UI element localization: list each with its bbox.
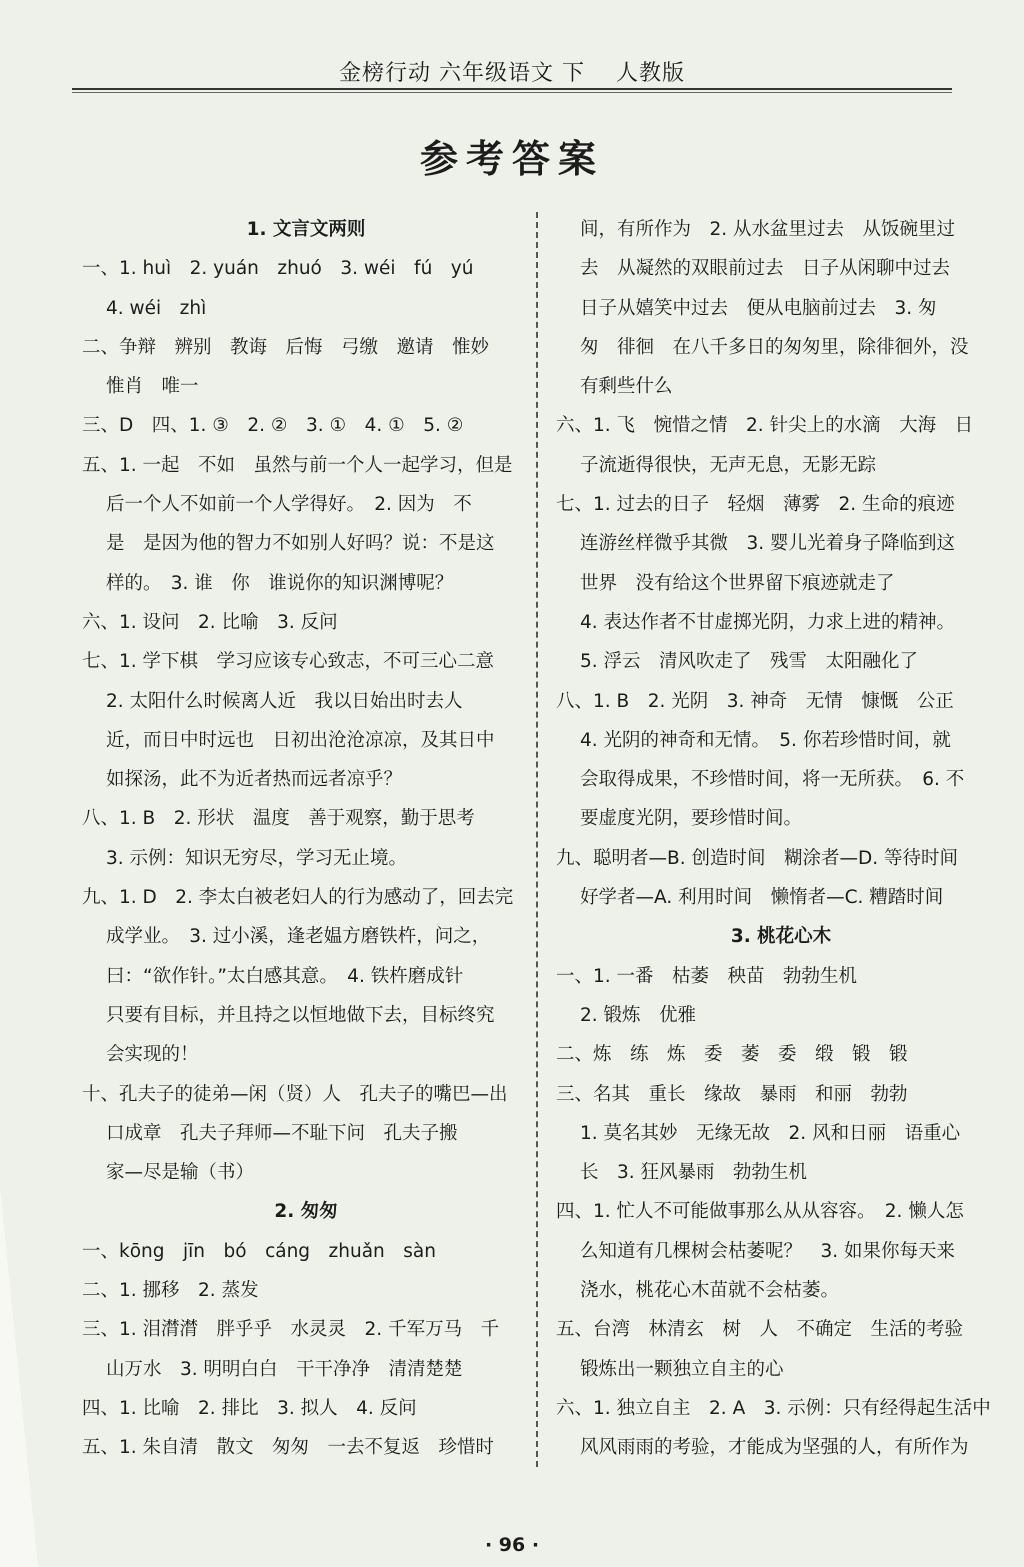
answer-line: 2. 锻炼 优雅	[580, 1004, 697, 1026]
answer-line: 七、1. 学下棋 学习应该专心致志，不可三心二意	[82, 651, 495, 673]
answer-line: 日子从嬉笑中过去 便从电脑前过去 3. 匆	[580, 297, 937, 319]
answer-line: 六、1. 飞 惋惜之情 2. 针尖上的水滴 大海 日	[556, 415, 974, 437]
answer-line: 浇水，桃花心木苗就不会枯萎。	[580, 1280, 840, 1302]
answer-line: 好学者—A. 利用时间 懒惰者—C. 糟踏时间	[580, 887, 944, 909]
answer-line: 三、D 四、1. ③ 2. ② 3. ① 4. ① 5. ②	[82, 415, 464, 437]
answer-line: 五、1. 朱自清 散文 匆匆 一去不复返 珍惜时	[82, 1437, 495, 1459]
answer-line: 世界 没有给这个世界留下痕迹就走了	[580, 572, 895, 594]
answer-line: 1. 莫名其妙 无缘无故 2. 风和日丽 语重心	[580, 1122, 961, 1144]
header-rule-thick	[72, 88, 952, 90]
page-corner-fold	[0, 1187, 38, 1567]
answer-line: 成学业。 3. 过小溪，逢老媪方磨铁杵，问之，	[106, 926, 491, 948]
answer-line: 么知道有几棵树会枯萎呢？ 3. 如果你每天来	[580, 1240, 956, 1262]
answer-line: 二、争辩 辨别 教诲 后悔 弓缴 邀请 惟妙	[82, 336, 490, 358]
right-column	[556, 210, 1006, 1468]
answer-line: 一、1. 一番 枯萎 秧苗 勃勃生机	[556, 965, 858, 987]
answer-line: 连游丝样微乎其微 3. 婴儿光着身子降临到这	[580, 533, 956, 555]
answer-line: 七、1. 过去的日子 轻烟 薄雾 2. 生命的痕迹	[556, 494, 955, 516]
answer-line: 4. 光阴的神奇和无情。 5. 你若珍惜时间，就	[580, 729, 951, 751]
answer-line: 六、1. 独立自主 2. A 3. 示例：只有经得起生活中	[556, 1397, 991, 1419]
answer-line: 4. 表达作者不甘虚掷光阴，力求上进的精神。	[580, 611, 956, 633]
answer-line: 五、1. 一起 不如 虽然与前一个人一起学习，但是	[82, 454, 513, 476]
header-rule-thin	[72, 92, 952, 93]
answer-line: 只要有目标，并且持之以恒地做下去，目标终究	[106, 1004, 495, 1026]
section-title: 2. 匆匆	[274, 1201, 338, 1223]
answer-line: 十、孔夫子的徒弟—闲（贤）人 孔夫子的嘴巴—出	[82, 1083, 508, 1105]
answer-line: 风风雨雨的考验，才能成为坚强的人，有所作为	[580, 1437, 969, 1459]
answer-line: 匆 徘徊 在八千多日的匆匆里，除徘徊外，没	[580, 336, 969, 358]
answer-line: 5. 浮云 清风吹走了 残雪 太阳融化了	[580, 651, 919, 673]
answer-line: 六、1. 设问 2. 比喻 3. 反问	[82, 611, 338, 633]
answer-line: 九、1. D 2. 李太白被老妇人的行为感动了，回去完	[82, 887, 514, 909]
answer-line: 一、kōng jīn bó cáng zhuǎn sàn	[82, 1240, 436, 1262]
answer-line: 三、名其 重长 缘故 暴雨 和丽 勃勃	[556, 1083, 908, 1105]
running-header: 金榜行动 六年级语文 下 人教版	[339, 61, 685, 86]
answer-line: 四、1. 忙人不可能做事那么从从容容。 2. 懒人怎	[556, 1201, 964, 1223]
answer-line: 锻炼出一颗独立自主的心	[580, 1358, 784, 1380]
section-title: 3. 桃花心木	[730, 926, 832, 948]
answer-line: 3. 示例：知识无穷尽，学习无止境。	[106, 847, 408, 869]
answer-line: 是 是因为他的智力不如别人好吗？说：不是这	[106, 533, 495, 555]
answer-line: 山万水 3. 明明白白 干干净净 清清楚楚	[106, 1358, 463, 1380]
section-title: 1. 文言文两则	[246, 219, 366, 240]
answer-line: 要虚度光阴，要珍惜时间。	[580, 808, 803, 830]
answer-line: 有剩些什么	[580, 376, 673, 398]
answer-line: 八、1. B 2. 形状 温度 善于观察，勤于思考	[82, 808, 475, 830]
page-number: · 96 ·	[484, 1534, 540, 1556]
answer-line: 一、1. huì 2. yuán zhuó 3. wéi fú yú	[82, 258, 474, 280]
answer-line: 子流逝得很快，无声无息，无影无踪	[580, 454, 877, 476]
answer-line: 去 从凝然的双眼前过去 日子从闲聊中过去	[580, 258, 951, 280]
answer-line: 近，而日中时远也 日初出沧沧凉凉，及其日中	[106, 729, 495, 751]
answer-line: 五、台湾 林清玄 树 人 不确定 生活的考验	[556, 1319, 964, 1341]
answer-line: 曰：“欲作针。”太白感其意。 4. 铁杵磨成针	[106, 965, 464, 987]
left-column	[82, 210, 530, 1468]
answer-line: 八、1. B 2. 光阴 3. 神奇 无情 慷慨 公正	[556, 690, 954, 712]
answer-line: 样的。 3. 谁 你 谁说你的知识渊博呢？	[106, 572, 454, 594]
answer-line: 九、聪明者—B. 创造时间 糊涂者—D. 等待时间	[556, 847, 958, 869]
answer-line: 四、1. 比喻 2. 排比 3. 拟人 4. 反问	[82, 1397, 417, 1419]
answer-line: 4. wéi zhì	[106, 297, 207, 319]
answer-line: 间，有所作为 2. 从水盆里过去 从饭碗里过	[580, 219, 956, 240]
page-title: 参考答案	[419, 136, 604, 181]
answer-line: 会实现的！	[106, 1044, 199, 1066]
answer-line: 后一个人不如前一个人学得好。 2. 因为 不	[106, 494, 472, 516]
answer-line: 长 3. 狂风暴雨 勃勃生机	[580, 1162, 808, 1184]
answer-line: 家—尽是输（书）	[106, 1162, 255, 1184]
answer-line: 惟肖 唯一	[106, 376, 199, 398]
answer-line: 口成章 孔夫子拜师—不耻下问 孔夫子搬	[106, 1122, 458, 1144]
answer-line: 会取得成果，不珍惜时间，将一无所获。 6. 不	[580, 769, 965, 791]
column-divider	[536, 212, 538, 1467]
answer-line: 如探汤，此不为近者热而远者凉乎？	[106, 769, 403, 791]
answer-line: 2. 太阳什么时候离人近 我以日始出时去人	[106, 690, 463, 712]
answer-line: 二、1. 挪移 2. 蒸发	[82, 1280, 259, 1302]
answer-line: 三、1. 泪潸潸 胖乎乎 水灵灵 2. 千军万马 千	[82, 1319, 500, 1341]
answer-line: 二、炼 练 炼 委 萎 委 缎 锻 锻	[556, 1044, 908, 1066]
